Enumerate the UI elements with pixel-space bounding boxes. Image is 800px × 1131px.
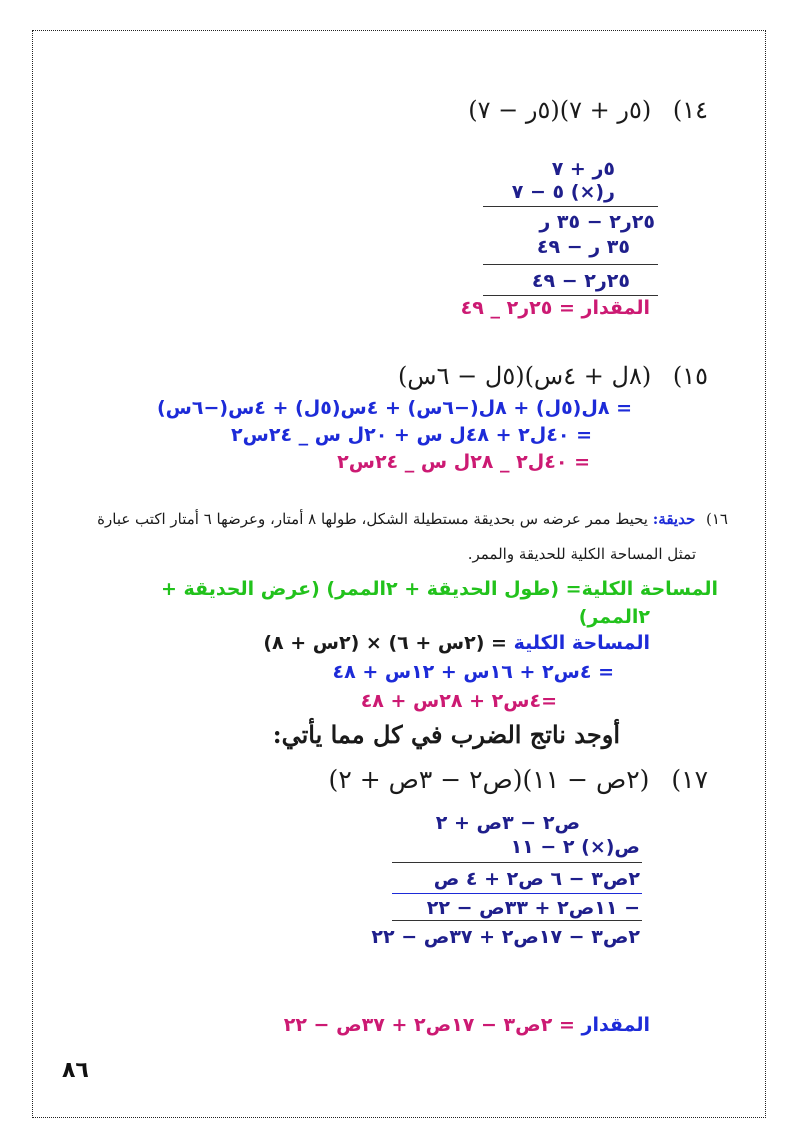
problem-15-statement (398, 362, 708, 390)
problem-15-expression: (٨ل + ٤س)(٥ل − ٦س) (397, 362, 652, 390)
problem-16-text-line-1 (97, 510, 728, 528)
p17-result-expression: = ٢ص٣ − ١٧ص٢ + ٣٧ص − ٢٢ (283, 1014, 575, 1036)
p14-rule-3 (483, 295, 658, 296)
p14-result: المقدار = ٢٥ر٢ _ ٤٩ (460, 297, 650, 319)
p14-rule-2 (483, 264, 658, 265)
problem-16-text-line-2: تمثل المساحة الكلية للحديقة والممر. (467, 545, 696, 563)
p17-rule-1 (392, 862, 642, 863)
problem-16-number: ١٦) (706, 510, 728, 528)
p17-result (284, 1014, 650, 1036)
problem-16-label: حديقة: (652, 510, 696, 528)
problem-17-number: ١٧) (671, 765, 708, 794)
p16-green-line-1: المساحة الكلية= (طول الحديقة + ٢الممر) (عرض الحديقة + (160, 578, 718, 600)
p14-rule-1 (483, 206, 658, 207)
problem-14-number: ١٤) (672, 96, 708, 124)
p16-blue-label: المساحة الكلية (513, 632, 650, 654)
p14-work-line-4: ٣٥ ر − ٤٩ (536, 236, 630, 258)
problem-17-statement (329, 765, 708, 794)
p15-step-2: = ٤٠ل٢ + ٤٨ل س + ٢٠ل س _ ٢٤س٢ (231, 424, 592, 446)
problem-16-text-1: يحيط ممر عرضه س بحديقة مستطيلة الشكل، طولها ٨ أمتار، وعرضها ٦ أمتار اكتب عبارة (97, 510, 648, 528)
p14-work-line-5: ٢٥ر٢ − ٤٩ (531, 270, 630, 292)
p16-green-line-2: ٢الممر) (578, 606, 650, 628)
p14-work-line-2: ر(×) ٥ − ٧ (511, 181, 615, 203)
p17-rule-3 (392, 920, 642, 921)
p15-step-1: = ٨ل(٥ل) + ٨ل(−٦س) + ٤س(٥ل) + ٤س(−٦س) (156, 397, 632, 419)
p15-step-3: = ٤٠ل٢ _ ٢٨ل س _ ٢٤س٢ (337, 451, 590, 473)
p17-rule-2 (392, 893, 642, 894)
p17-work-line-4: − ١١ص٢ + ٣٣ص − ٢٢ (426, 897, 640, 919)
p16-blue-expression: = (٢س + ٦) × (٢س + ٨) (263, 632, 507, 654)
p17-work-line-1: ص٢ − ٣ص + ٢ (435, 812, 580, 834)
problem-17-expression: (٢ص − ١١)(ص٢ − ٣ص + ٢) (328, 765, 650, 794)
p16-step-2: = ٤س٢ + ١٦س + ١٢س + ٤٨ (332, 661, 614, 683)
p17-work-line-2: ص(×) ٢ − ١١ (510, 836, 640, 858)
problem-15-number: ١٥) (672, 362, 708, 390)
p17-work-line-3: ٢ص٣ − ٦ ص٢ + ٤ ص (433, 868, 640, 890)
p17-work-line-5: ٢ص٣ − ١٧ص٢ + ٣٧ص − ٢٢ (371, 926, 640, 948)
p16-blue-line (263, 632, 650, 654)
p16-result: =٤س٢ + ٢٨س + ٤٨ (360, 690, 557, 712)
section-heading: أوجد ناتج الضرب في كل مما يأتي: (272, 720, 620, 749)
page-frame (32, 30, 766, 1118)
problem-14-statement (468, 96, 708, 124)
page-number: ٨٦ (62, 1058, 89, 1083)
problem-14-expression: (٥ر + ٧)(٥ر − ٧) (468, 96, 652, 124)
p17-result-label: المقدار (581, 1014, 650, 1036)
p14-work-line-3: ٢٥ر٢ − ٣٥ ر (539, 211, 655, 233)
p14-work-line-1: ٥ر + ٧ (551, 158, 615, 180)
